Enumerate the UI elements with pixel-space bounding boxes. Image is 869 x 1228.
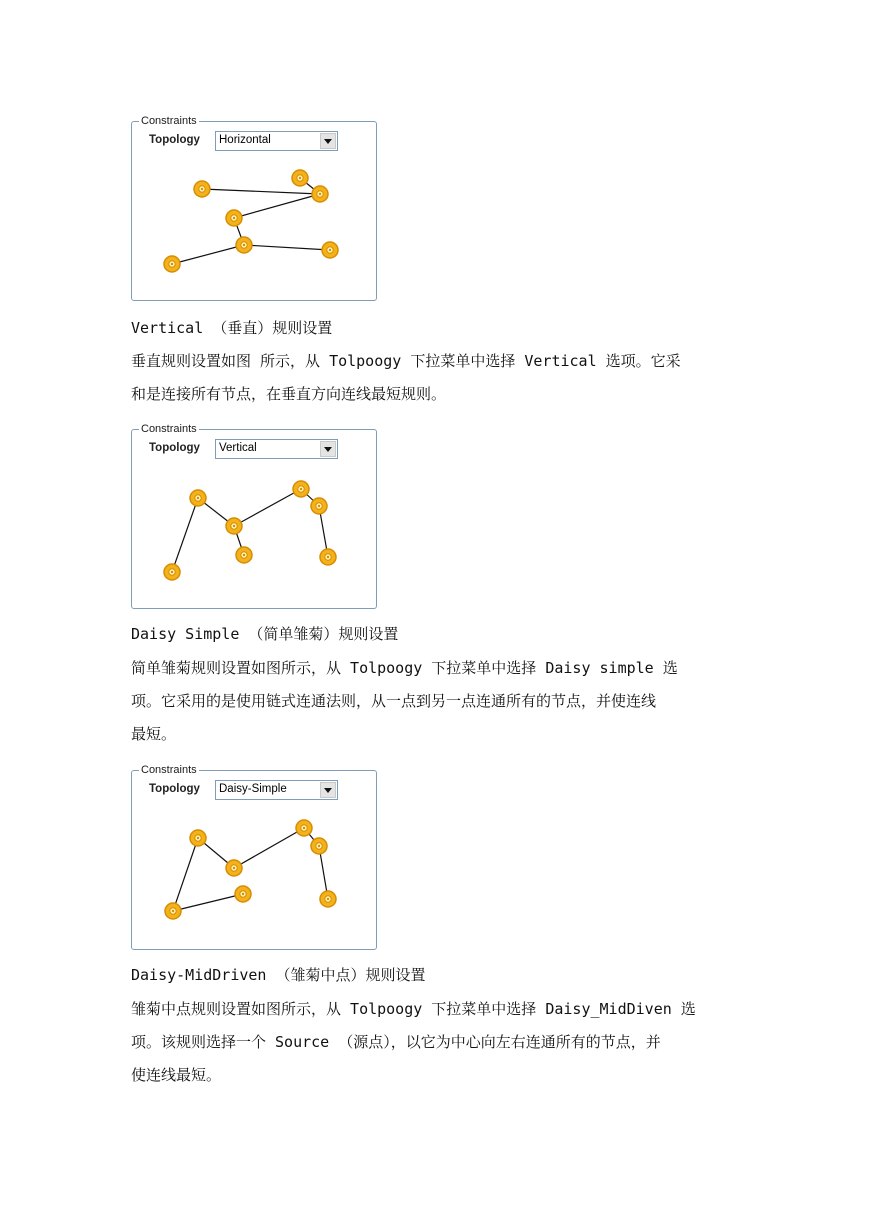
topology-label: Topology [149,134,200,146]
paragraph-line: 项。它采用的是使用链式连通法则，从一点到另一点连通所有的节点，并使连线 [131,692,657,710]
graph-edge [172,245,244,264]
paragraph-line: 雏菊中点规则设置如图所示，从 Tolpoogy 下拉菜单中选择 Daisy_MidDiven 选 [131,1000,696,1018]
graph-edge [234,828,304,868]
constraints-panel-daisy-simple [131,764,377,950]
node-icon [322,242,338,258]
constraints-panel-vertical [131,423,377,609]
topology-select-value: Horizontal [219,134,271,146]
node-icon [165,903,181,919]
graph-edge [173,894,243,911]
graph-edge [202,189,320,194]
paragraph-line: 使连线最短。 [131,1066,222,1084]
node-icon [311,838,327,854]
node-icon [226,210,242,226]
topology-graph [132,771,378,951]
topology-graph [132,430,378,610]
paragraph-line: 和是连接所有节点，在垂直方向连线最短规则。 [131,385,447,403]
node-icon [311,498,327,514]
node-icon [226,518,242,534]
panel-legend: Constraints [141,764,197,776]
section-heading-daisy-middriven: Daisy-MidDriven （雏菊中点）规则设置 [131,966,426,984]
node-icon [312,186,328,202]
node-icon [190,490,206,506]
paragraph-line: 项。该规则选择一个 Source （源点），以它为中心向左右连通所有的节点，并 [131,1033,661,1051]
node-icon [190,830,206,846]
section-paragraph-vertical [131,345,751,411]
node-icon [235,886,251,902]
paragraph-line: 最短。 [131,725,177,743]
graph-edge [244,245,330,250]
section-heading-daisy-simple: Daisy Simple （简单雏菊）规则设置 [131,625,399,643]
section-heading-vertical: Vertical （垂直）规则设置 [131,319,333,337]
topology-graph [132,122,378,302]
node-icon [194,181,210,197]
topology-label: Topology [149,442,200,454]
node-icon [164,256,180,272]
panel-legend: Constraints [141,115,197,127]
topology-label: Topology [149,783,200,795]
node-icon [320,891,336,907]
paragraph-line: 简单雏菊规则设置如图所示，从 Tolpoogy 下拉菜单中选择 Daisy simple 选 [131,659,678,677]
topology-select-value: Daisy-Simple [219,783,287,795]
graph-edge [234,489,301,526]
section-paragraph-daisy-simple [131,652,751,751]
node-icon [320,549,336,565]
node-icon [164,564,180,580]
node-icon [236,547,252,563]
paragraph-line: 垂直规则设置如图 所示，从 Tolpoogy 下拉菜单中选择 Vertical 选项。它采 [131,352,681,370]
node-icon [236,237,252,253]
node-icon [226,860,242,876]
graph-edge [173,838,198,911]
graph-edge [234,194,320,218]
node-icon [293,481,309,497]
graph-edge [172,498,198,572]
node-icon [296,820,312,836]
panel-legend: Constraints [141,423,197,435]
section-paragraph-daisy-middriven [131,993,751,1092]
constraints-panel-horizontal [131,115,377,301]
node-icon [292,170,308,186]
topology-select-value: Vertical [219,442,257,454]
